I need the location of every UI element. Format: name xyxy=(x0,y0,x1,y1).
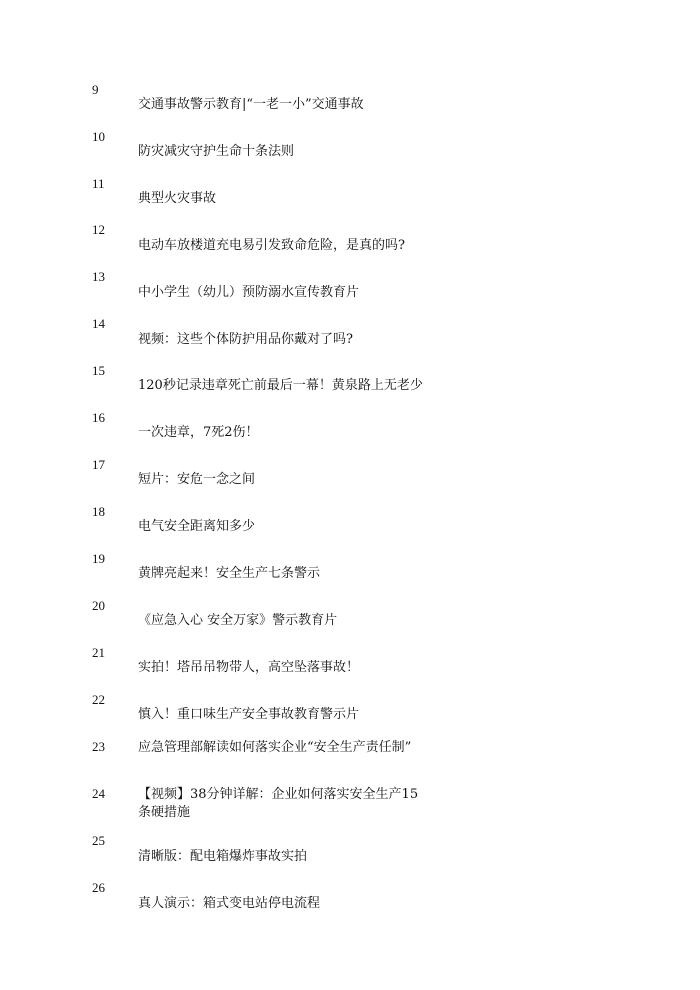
item-number: 17 xyxy=(92,457,105,472)
item-title: 典型火灾事故 xyxy=(138,191,217,206)
item-number: 12 xyxy=(92,222,105,237)
item-number: 14 xyxy=(92,316,105,331)
item-title: 【视频】38分钟详解：企业如何落实安全生产15条硬措施 xyxy=(138,787,419,820)
item-title: 电气安全距离知多少 xyxy=(138,519,256,534)
item-number: 23 xyxy=(92,739,105,754)
item-title: 短片：安危一念之间 xyxy=(138,472,256,487)
item-number: 25 xyxy=(92,833,105,848)
item-title: 实拍！塔吊吊物带人，高空坠落事故！ xyxy=(138,660,360,675)
item-title: 《应急入心 安全万家》警示教育片 xyxy=(138,613,338,628)
item-number: 26 xyxy=(92,880,105,895)
item-title: 中小学生（幼儿）预防溺水宣传教育片 xyxy=(138,285,360,300)
item-number: 10 xyxy=(92,129,105,144)
item-title: 防灾减灾守护生命十条法则 xyxy=(138,144,295,159)
item-number: 16 xyxy=(92,410,105,425)
item-title: 慎入！重口味生产安全事故教育警示片 xyxy=(138,707,360,722)
item-number: 11 xyxy=(92,176,105,191)
item-title: 真人演示：箱式变电站停电流程 xyxy=(138,896,321,911)
item-number: 21 xyxy=(92,645,105,660)
item-title: 黄牌亮起来！安全生产七条警示 xyxy=(138,566,321,581)
item-title: 清晰版：配电箱爆炸事故实拍 xyxy=(138,849,308,864)
item-number: 20 xyxy=(92,598,105,613)
item-number: 15 xyxy=(92,363,105,378)
item-number: 19 xyxy=(92,551,105,566)
item-title: 交通事故警示教育|“一老一小”交通事故 xyxy=(138,97,364,112)
item-title: 120秒记录违章死亡前最后一幕！黄泉路上无老少 xyxy=(138,378,423,393)
item-number: 13 xyxy=(92,269,105,284)
item-title: 应急管理部解读如何落实企业“安全生产责任制” xyxy=(138,740,412,755)
item-title: 电动车放楼道充电易引发致命危险，是真的吗? xyxy=(138,238,405,253)
item-number: 9 xyxy=(92,82,99,97)
item-number: 24 xyxy=(92,786,105,801)
item-title: 视频：这些个体防护用品你戴对了吗? xyxy=(138,332,353,347)
item-number: 22 xyxy=(92,692,105,707)
item-title: 一次违章，7死2伤！ xyxy=(138,425,259,440)
item-number: 18 xyxy=(92,504,105,519)
